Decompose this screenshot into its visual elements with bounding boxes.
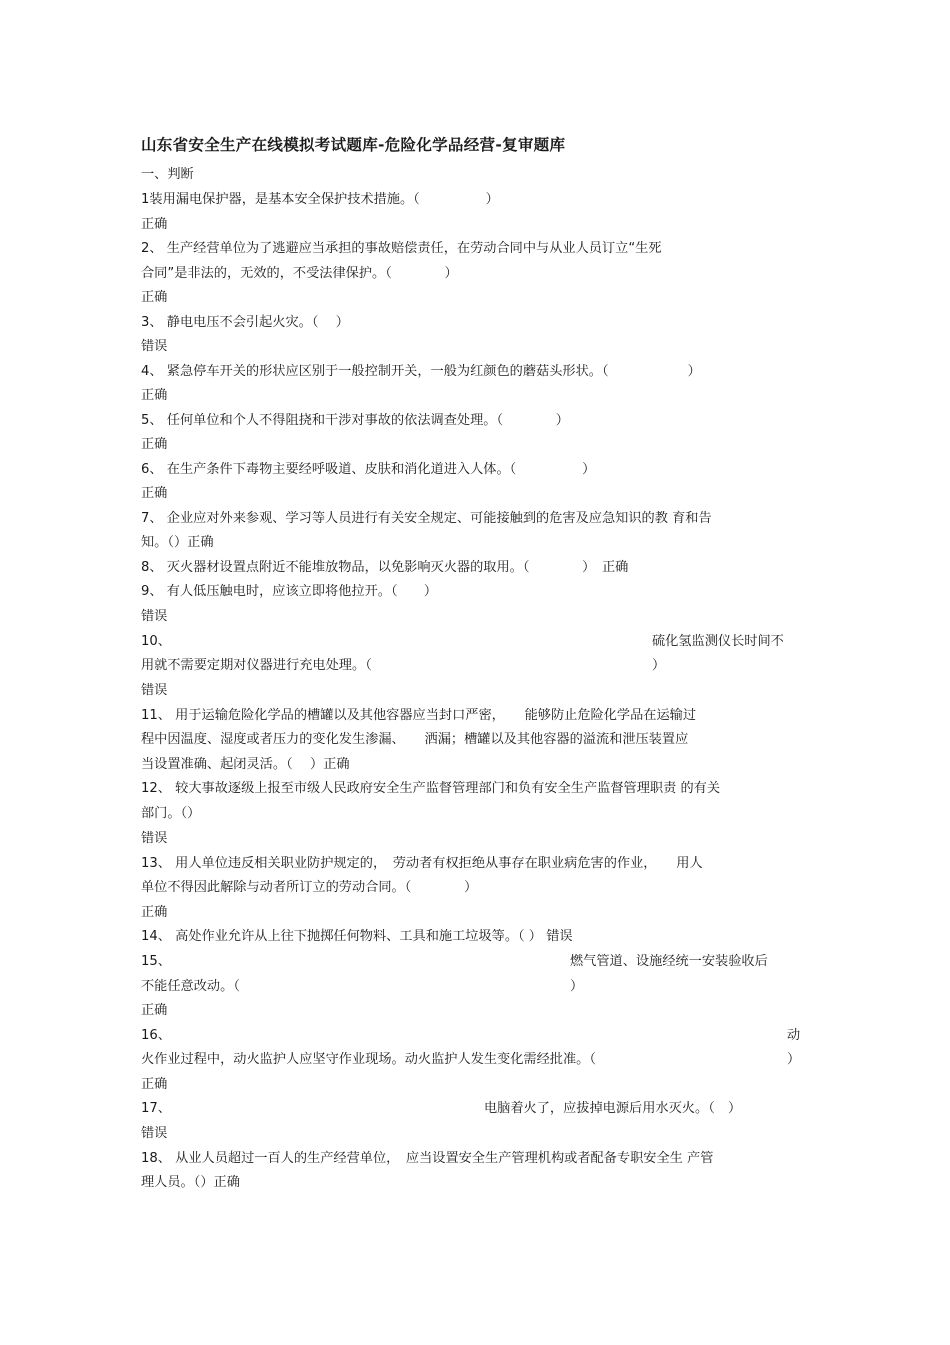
question-10-paren-close: ） bbox=[652, 658, 666, 673]
question-10-text-right: 硫化氢监测仪长时间不 bbox=[652, 634, 784, 649]
question-2-text-line-1: 2、 生产经营单位为了逃避应当承担的事故赔偿责任，在劳动合同中与从业人员订立“生死 bbox=[141, 241, 662, 256]
question-4-text: 4、 紧急停车开关的形状应区别于一般控制开关，一般为红颜色的蘑菇头形状。（ ） bbox=[141, 364, 701, 379]
question-11-text-line-1: 11、 用于运输危险化学品的槽罐以及其他容器应当封口严密， 能够防止危险化学品在运输过 bbox=[141, 708, 697, 723]
question-7-text-line-1: 7、 企业应对外来参观、学习等人员进行有关安全规定、可能接触到的危害及应急知识的教 育和告 bbox=[141, 511, 712, 526]
question-16-answer: 正确 bbox=[141, 1077, 168, 1092]
question-6-answer: 正确 bbox=[141, 486, 168, 501]
question-17-number: 17、 bbox=[141, 1101, 171, 1116]
question-13-text-line-1: 13、 用人单位违反相关职业防护规定的， 劳动者有权拒绝从事存在职业病危害的作业， 用人 bbox=[141, 856, 703, 871]
question-10-number: 10、 bbox=[141, 634, 171, 649]
question-16-number: 16、 bbox=[141, 1028, 171, 1043]
question-13-text-line-2: 单位不得因此解除与动者所订立的劳动合同。（ ） bbox=[141, 880, 478, 895]
question-17-answer: 错误 bbox=[141, 1126, 168, 1141]
question-3-text: 3、 静电电压不会引起火灾。（ ） bbox=[141, 315, 349, 330]
question-18-text-line-2: 理人员。（）正确 bbox=[141, 1175, 240, 1190]
question-12-text-line-1: 12、 较大事故逐级上报至市级人民政府安全生产监督管理部门和负有安全生产监督管理职责 的有关 bbox=[141, 781, 721, 796]
question-16-text-line-2: 火作业过程中，动火监护人应坚守作业现场。动火监护人发生变化需经批准。（ bbox=[141, 1052, 596, 1067]
question-12-answer: 错误 bbox=[141, 831, 168, 846]
question-2-answer: 正确 bbox=[141, 290, 168, 305]
question-12-text-line-2: 部门。（） bbox=[141, 806, 201, 821]
question-15-text-right: 燃气管道、设施经统一安装验收后 bbox=[570, 954, 768, 969]
question-11-text-line-2: 程中因温度、湿度或者压力的变化发生渗漏、 洒漏；槽罐以及其他容器的溢流和泄压装置应 bbox=[141, 732, 689, 747]
question-10-answer: 错误 bbox=[141, 683, 168, 698]
question-1-answer: 正确 bbox=[141, 217, 168, 232]
question-4-answer: 正确 bbox=[141, 388, 168, 403]
question-15-paren-close: ） bbox=[570, 979, 584, 994]
question-15-answer: 正确 bbox=[141, 1003, 168, 1018]
question-15-number: 15、 bbox=[141, 954, 171, 969]
question-8-text: 8、 灭火器材设置点附近不能堆放物品，以免影响灭火器的取用。（ ） 正确 bbox=[141, 560, 629, 575]
question-9-text: 9、 有人低压触电时，应该立即将他拉开。（ ） bbox=[141, 584, 438, 599]
question-15-text-line-2: 不能任意改动。（ bbox=[141, 979, 240, 994]
question-5-text: 5、 任何单位和个人不得阻挠和干涉对事故的依法调查处理。（ ） bbox=[141, 413, 569, 428]
page-title: 山东省安全生产在线模拟考试题库-危险化学品经营-复审题库 bbox=[141, 136, 566, 154]
question-6-text: 6、 在生产条件下毒物主要经呼吸道、皮肤和消化道进入人体。（ ） bbox=[141, 462, 596, 477]
question-14-text: 14、 高处作业允许从上往下抛掷任何物料、工具和施工垃圾等。（ ） 错误 bbox=[141, 929, 573, 944]
question-16-paren-close: ） bbox=[787, 1052, 801, 1067]
question-9-answer: 错误 bbox=[141, 609, 168, 624]
question-13-answer: 正确 bbox=[141, 905, 168, 920]
question-5-answer: 正确 bbox=[141, 437, 168, 452]
question-7-text-line-2: 知。（）正确 bbox=[141, 535, 214, 550]
question-17-text-right: 电脑着火了，应拔掉电源后用水灭火。（ ） bbox=[484, 1101, 742, 1116]
question-16-text-right: 动 bbox=[787, 1028, 801, 1043]
question-18-text-line-1: 18、 从业人员超过一百人的生产经营单位， 应当设置安全生产管理机构或者配备专职安全生 产管 bbox=[141, 1151, 714, 1166]
question-10-text-line-2: 用就不需要定期对仪器进行充电处理。（ bbox=[141, 658, 372, 673]
question-1-text: 1装用漏电保护器，是基本安全保护技术措施。（ ） bbox=[141, 192, 499, 207]
section-heading: 一、判断 bbox=[141, 167, 194, 182]
question-3-answer: 错误 bbox=[141, 339, 168, 354]
question-11-text-line-3: 当设置准确、起闭灵活。（ ）正确 bbox=[141, 757, 350, 772]
question-2-text-line-2: 合同”是非法的，无效的，不受法律保护。（ ） bbox=[141, 266, 458, 281]
